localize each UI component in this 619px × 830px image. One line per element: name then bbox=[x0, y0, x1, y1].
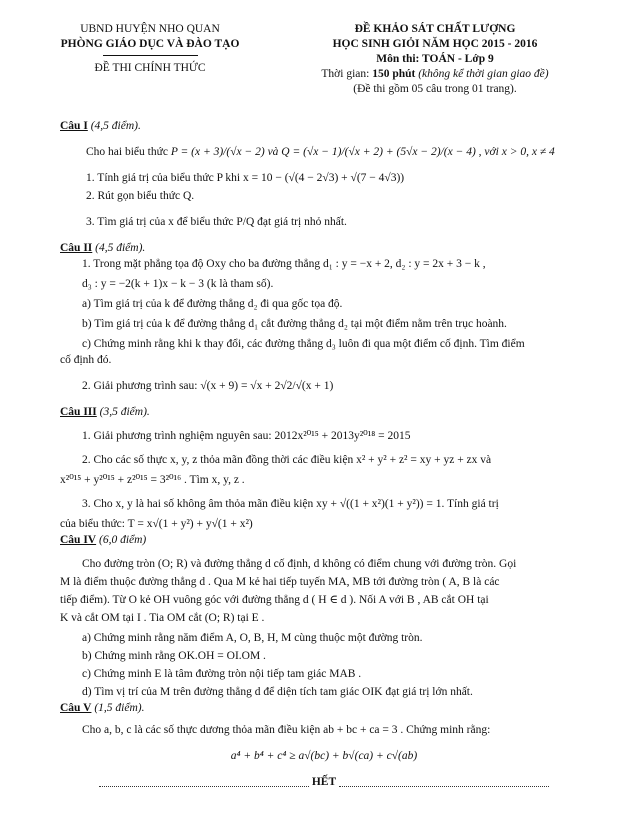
q1-intro: Cho hai biểu thức bbox=[86, 146, 168, 158]
header-left bbox=[40, 22, 260, 76]
district-name: UBND HUYỆN NHO QUAN bbox=[80, 23, 220, 35]
end-label: HẾT bbox=[311, 776, 337, 788]
q2-part2: 2. Giải phương trình sau: √(x + 9) = √x + 2√2/√(x + 1) bbox=[82, 380, 334, 392]
q2-points: (4,5 điểm). bbox=[92, 242, 146, 254]
end-dots-right bbox=[339, 778, 549, 787]
q1-part2: 2. Rút gọn biểu thức Q. bbox=[86, 190, 195, 202]
q1-heading bbox=[60, 118, 588, 134]
q3-heading bbox=[60, 404, 588, 420]
exam-title: ĐỀ KHẢO SÁT CHẤT LƯỢNG bbox=[354, 23, 516, 35]
q5-heading bbox=[60, 700, 588, 716]
q4-title: Câu IV bbox=[60, 534, 97, 546]
time-note: (không kể thời gian giao đề) bbox=[415, 68, 549, 80]
q5-points: (1,5 điểm). bbox=[91, 702, 145, 714]
q1-intro-line bbox=[60, 144, 588, 160]
q2-part-a: a) Tìm giá trị của k để đường thẳng d₂ đi qua gốc tọa độ. bbox=[82, 298, 343, 310]
q3-part3-cont: của biểu thức: T = x√(1 + y²) + y√(1 + x²) bbox=[60, 518, 253, 530]
q3-title: Câu III bbox=[60, 406, 97, 418]
q1-title: Câu I bbox=[60, 120, 88, 132]
q5-inequality bbox=[60, 748, 588, 764]
q4-text-line4: K và cắt OM tại I . Tia OM cắt (O; R) tại E . bbox=[60, 612, 265, 624]
end-line bbox=[60, 774, 588, 790]
q4-text-line1: Cho đường tròn (O; R) và đường thẳng d cố định, d không có điểm chung với đường tròn. Gọi bbox=[82, 558, 517, 570]
q4-part-a: a) Chứng minh rằng năm điểm A, O, B, H, M cùng thuộc một đường tròn. bbox=[82, 632, 423, 644]
q2-title: Câu II bbox=[60, 242, 93, 254]
header-divider bbox=[103, 55, 198, 56]
q1-part1: 1. Tính giá trị của biểu thức P khi x = 10 − (√(4 − 2√3) + √(7 − 4√3)) bbox=[86, 172, 405, 184]
q5-text: Cho a, b, c là các số thực dương thỏa mãn điều kiện ab + bc + ca = 3 . Chứng minh rằng: bbox=[82, 724, 491, 736]
time-value: 150 phút bbox=[372, 68, 416, 80]
q4-text-line3: tiếp điểm). Từ O kẻ OH vuông góc với đường thẳng d ( H ∈ d ). Nối A với B , AB cắt OH tại bbox=[60, 594, 489, 606]
q2-part-c: c) Chứng minh rằng khi k thay đổi, các đường thẳng d₃ luôn đi qua một điểm cố định. Tìm điểm bbox=[82, 338, 525, 350]
exam-header bbox=[0, 22, 619, 110]
header-right bbox=[285, 22, 585, 97]
q4-heading bbox=[60, 532, 588, 548]
q2-part1-cont: d₃ : y = −2(k + 1)x − k − 3 (k là tham số). bbox=[82, 278, 274, 290]
q3-points: (3,5 điểm). bbox=[96, 406, 150, 418]
q1-part3: 3. Tìm giá trị của x để biểu thức P/Q đạt giá trị nhỏ nhất. bbox=[86, 216, 347, 228]
q2-part1: 1. Trong mặt phẳng tọa độ Oxy cho ba đường thẳng d₁ : y = −x + 2, d₂ : y = 2x + 3 − k , bbox=[82, 258, 486, 270]
q2-part-b: b) Tìm giá trị của k để đường thẳng d₁ cắt đường thẳng d₂ tại một điểm nằm trên trục hoành. bbox=[82, 318, 507, 330]
q2-heading bbox=[60, 240, 588, 256]
q4-part-c: c) Chứng minh E là tâm đường tròn nội tiếp tam giác MAB . bbox=[82, 668, 362, 680]
q2-part-c-cont: cố định đó. bbox=[60, 354, 112, 366]
q5-inequality-expr: a⁴ + b⁴ + c⁴ ≥ a√(bc) + b√(ca) + c√(ab) bbox=[230, 750, 418, 762]
time-label: Thời gian: bbox=[321, 68, 373, 80]
q3-part3: 3. Cho x, y là hai số không âm thỏa mãn điều kiện xy + √((1 + x²)(1 + y²)) = 1. Tính giá trị bbox=[82, 498, 499, 510]
exam-year: HỌC SINH GIỎI NĂM HỌC 2015 - 2016 bbox=[332, 38, 538, 50]
q4-part-d: d) Tìm vị trí của M trên đường thẳng d để diện tích tam giác OIK đạt giá trị lớn nhất. bbox=[82, 686, 473, 698]
exam-time bbox=[285, 67, 585, 82]
department-name: PHÒNG GIÁO DỤC VÀ ĐÀO TẠO bbox=[60, 38, 240, 50]
q3-part1: 1. Giải phương trình nghiệm nguyên sau: 2012x²⁰¹⁵ + 2013y²⁰¹⁸ = 2015 bbox=[82, 430, 411, 442]
official-exam-label: ĐỀ THI CHÍNH THỨC bbox=[94, 62, 206, 74]
end-dots-left bbox=[99, 778, 309, 787]
q1-points: (4,5 điểm). bbox=[87, 120, 141, 132]
q4-part-b: b) Chứng minh rằng OK.OH = OI.OM . bbox=[82, 650, 266, 662]
q4-text-line2: M là điểm thuộc đường thẳng d . Qua M kẻ hai tiếp tuyến MA, MB tới đường tròn ( A, B là các bbox=[60, 576, 500, 588]
q3-part2-cont: x²⁰¹⁵ + y²⁰¹⁵ + z²⁰¹⁵ = 3²⁰¹⁶ . Tìm x, y, z . bbox=[60, 474, 245, 486]
exam-subject: Môn thi: TOÁN - Lớp 9 bbox=[376, 53, 494, 65]
q3-part2: 2. Cho các số thực x, y, z thỏa mãn đồng thời các điều kiện x² + y² + z² = xy + yz + zx và bbox=[82, 454, 492, 466]
exam-pages-note: (Đề thi gồm 05 câu trong 01 trang). bbox=[353, 83, 517, 95]
q5-title: Câu V bbox=[60, 702, 92, 714]
q1-expressions: P = (x + 3)/(√x − 2) và Q = (√x − 1)/(√x + 2) + (5√x − 2)/(x − 4) , với x > 0, x ≠ 4 bbox=[170, 146, 555, 158]
exam-body bbox=[60, 118, 588, 790]
q4-points: (6,0 điểm) bbox=[96, 534, 147, 546]
